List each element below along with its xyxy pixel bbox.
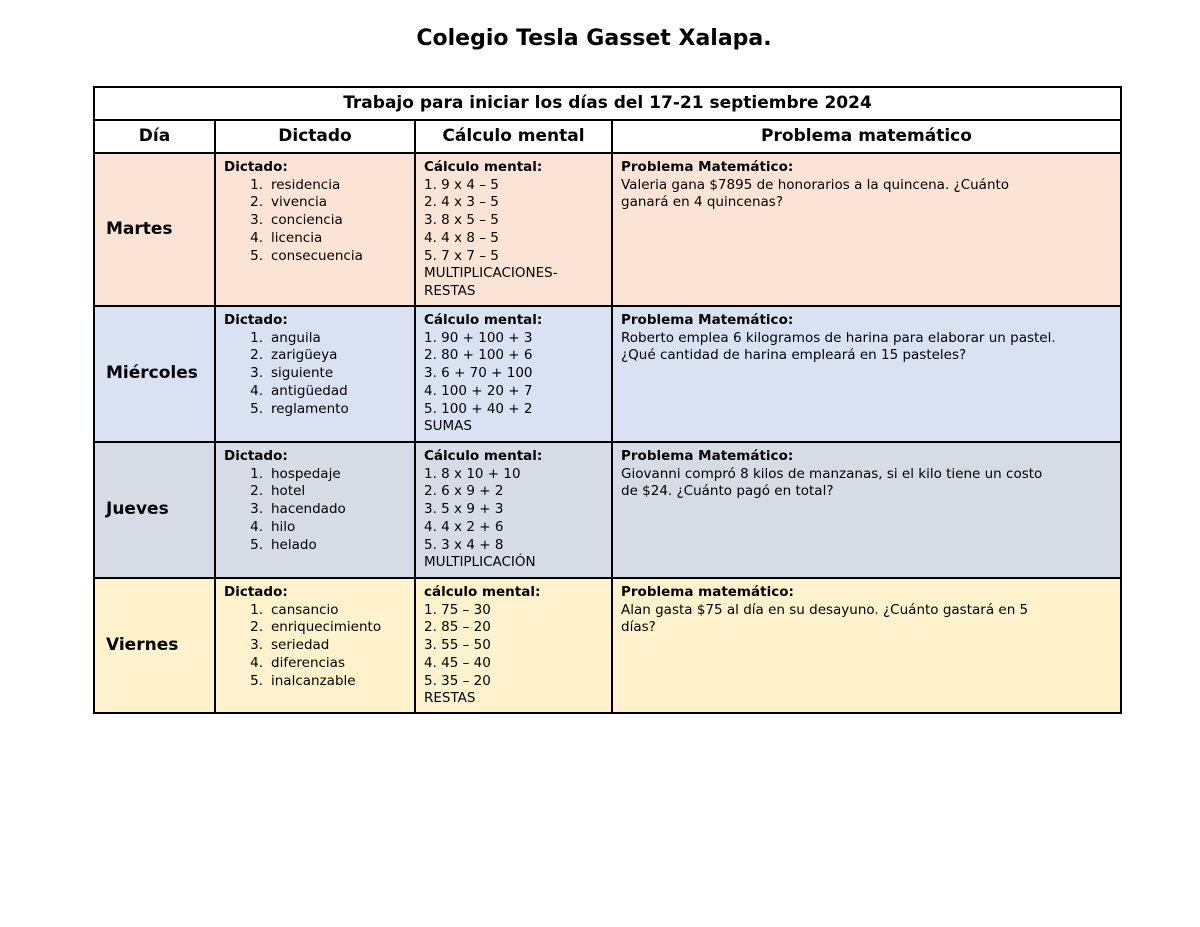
list-number: 3. (250, 212, 263, 229)
list-number: 5. (250, 247, 263, 264)
list-number: 4. (250, 382, 263, 399)
list-item (224, 519, 406, 537)
list-number: 2. (250, 483, 263, 500)
table-row (94, 153, 1121, 306)
calculo-line: 5. 35 – 20 (424, 672, 491, 689)
dictado-word: anguila (271, 329, 321, 346)
list-number: 3. (250, 501, 263, 518)
calculo-line: 4. 4 x 2 + 6 (424, 518, 504, 535)
list-number: 1. (250, 329, 263, 346)
problema-heading: Problema Matemático: (621, 448, 794, 464)
dictado-word: helado (271, 536, 317, 553)
list-number: 4. (250, 229, 263, 246)
calculo-line: 5. 3 x 4 + 8 (424, 536, 504, 553)
dictado-word: antigüedad (271, 382, 348, 399)
dictado-word: zarigüeya (271, 347, 338, 364)
calculo-line: 3. 8 x 5 – 5 (424, 212, 499, 229)
dictado-word-list (224, 466, 406, 555)
dictado-word: vivencia (271, 194, 328, 211)
dictado-heading: Dictado: (224, 159, 288, 175)
calculo-heading: cálculo mental: (424, 584, 541, 600)
list-item (224, 177, 406, 195)
list-item (224, 483, 406, 501)
dictado-word-list (224, 602, 406, 691)
calculo-line: 5. 100 + 40 + 2 (424, 400, 533, 417)
calculo-heading: Cálculo mental: (424, 448, 543, 464)
dictado-word: consecuencia (271, 247, 363, 264)
dictado-word: residencia (271, 176, 341, 193)
list-item (224, 230, 406, 248)
calculo-line: 1. 9 x 4 – 5 (424, 176, 499, 193)
calculo-line: 2. 6 x 9 + 2 (424, 483, 504, 500)
problema-heading: Problema Matemático: (621, 159, 794, 175)
calculo-line: 2. 80 + 100 + 6 (424, 347, 533, 364)
dictado-cell (215, 306, 415, 442)
dictado-word: hilo (271, 518, 296, 535)
dictado-word: cansancio (271, 601, 339, 618)
dictado-word-list (224, 177, 406, 266)
problema-cell (612, 442, 1121, 578)
calculo-mental-cell (415, 153, 612, 306)
dictado-word: inalcanzable (271, 672, 356, 689)
dictado-cell (215, 153, 415, 306)
calculo-line: 1. 75 – 30 (424, 601, 491, 618)
problema-text-line: Valeria gana $7895 de honorarios a la quincena. ¿Cuánto (621, 176, 1010, 193)
list-item (224, 330, 406, 348)
problema-heading: Problema Matemático: (621, 312, 794, 328)
dictado-word: hospedaje (271, 465, 341, 482)
calculo-heading: Cálculo mental: (424, 159, 543, 175)
list-number: 4. (250, 654, 263, 671)
list-number: 2. (250, 619, 263, 636)
list-number: 2. (250, 347, 263, 364)
table-row (94, 306, 1121, 442)
calculo-line: 1. 90 + 100 + 3 (424, 329, 533, 346)
list-item (224, 248, 406, 266)
problema-text-line: ¿Qué cantidad de harina empleará en 15 pasteles? (621, 347, 967, 364)
dictado-heading: Dictado: (224, 584, 288, 600)
calculo-line: 2. 85 – 20 (424, 619, 491, 636)
list-number: 1. (250, 176, 263, 193)
day-cell: Martes (94, 153, 215, 306)
problema-heading: Problema matemático: (621, 584, 794, 600)
list-item (224, 212, 406, 230)
list-item (224, 466, 406, 484)
list-item (224, 537, 406, 555)
list-number: 5. (250, 536, 263, 553)
dictado-word: reglamento (271, 400, 349, 417)
calculo-mental-cell (415, 306, 612, 442)
list-number: 4. (250, 518, 263, 535)
list-item (224, 619, 406, 637)
list-item (224, 637, 406, 655)
list-number: 2. (250, 194, 263, 211)
header-calculo-mental: Cálculo mental (415, 120, 612, 153)
calculo-line: 5. 7 x 7 – 5 (424, 247, 499, 264)
dictado-cell (215, 442, 415, 578)
dictado-word-list (224, 330, 406, 419)
list-item (224, 383, 406, 401)
dictado-word: licencia (271, 229, 323, 246)
dictado-word: enriquecimiento (271, 619, 382, 636)
problema-cell (612, 578, 1121, 713)
problema-cell (612, 306, 1121, 442)
dictado-word: siguiente (271, 365, 334, 382)
calculo-line: 1. 8 x 10 + 10 (424, 465, 521, 482)
table-row (94, 578, 1121, 713)
calculo-line: 3. 55 – 50 (424, 637, 491, 654)
header-dia: Día (94, 120, 215, 153)
calculo-line: 4. 45 – 40 (424, 654, 491, 671)
table-row (94, 442, 1121, 578)
day-cell: Viernes (94, 578, 215, 713)
problema-text-line: Alan gasta $75 al día en su desayuno. ¿Cuánto gastará en 5 (621, 601, 1029, 618)
problema-text-line: Roberto emplea 6 kilogramos de harina para elaborar un pastel. (621, 329, 1056, 346)
list-item (224, 501, 406, 519)
calculo-line: SUMAS (424, 418, 472, 435)
calculo-line: 4. 100 + 20 + 7 (424, 382, 533, 399)
calculo-line: RESTAS (424, 282, 476, 299)
calculo-line: 2. 4 x 3 – 5 (424, 194, 499, 211)
calculo-line: 3. 5 x 9 + 3 (424, 501, 504, 518)
calculo-line: MULTIPLICACIONES- (424, 265, 558, 282)
table-body (94, 153, 1121, 713)
problema-text-line: de $24. ¿Cuánto pagó en total? (621, 483, 834, 500)
calculo-line: RESTAS (424, 690, 476, 707)
list-item (224, 401, 406, 419)
header-dictado: Dictado (215, 120, 415, 153)
calculo-line: 3. 6 + 70 + 100 (424, 365, 533, 382)
dictado-word: hacendado (271, 501, 346, 518)
dictado-heading: Dictado: (224, 448, 288, 464)
dictado-cell (215, 578, 415, 713)
calculo-line: MULTIPLICACIÓN (424, 554, 536, 571)
list-item (224, 655, 406, 673)
list-number: 3. (250, 637, 263, 654)
list-number: 5. (250, 672, 263, 689)
list-number: 3. (250, 365, 263, 382)
day-cell: Jueves (94, 442, 215, 578)
problema-text-line: ganará en 4 quincenas? (621, 194, 784, 211)
list-number: 1. (250, 601, 263, 618)
list-number: 5. (250, 400, 263, 417)
calculo-heading: Cálculo mental: (424, 312, 543, 328)
problema-text-line: Giovanni compró 8 kilos de manzanas, si el kilo tiene un costo (621, 465, 1043, 482)
problema-cell (612, 153, 1121, 306)
list-item (224, 194, 406, 212)
calculo-mental-cell (415, 442, 612, 578)
calculo-mental-cell (415, 578, 612, 713)
list-item (224, 602, 406, 620)
list-item (224, 347, 406, 365)
dictado-heading: Dictado: (224, 312, 288, 328)
weekly-plan-table (93, 86, 1122, 714)
dictado-word: conciencia (271, 212, 343, 229)
list-number: 1. (250, 465, 263, 482)
dictado-word: diferencias (271, 654, 345, 671)
dictado-word: seriedad (271, 637, 330, 654)
day-cell: Miércoles (94, 306, 215, 442)
list-item (224, 365, 406, 383)
table-caption: Trabajo para iniciar los días del 17-21 septiembre 2024 (94, 87, 1121, 120)
list-item (224, 673, 406, 691)
problema-text-line: días? (621, 619, 656, 636)
page-title: Colegio Tesla Gasset Xalapa. (416, 26, 772, 51)
dictado-word: hotel (271, 483, 306, 500)
header-problema-matematico: Problema matemático (612, 120, 1121, 153)
calculo-line: 4. 4 x 8 – 5 (424, 229, 499, 246)
